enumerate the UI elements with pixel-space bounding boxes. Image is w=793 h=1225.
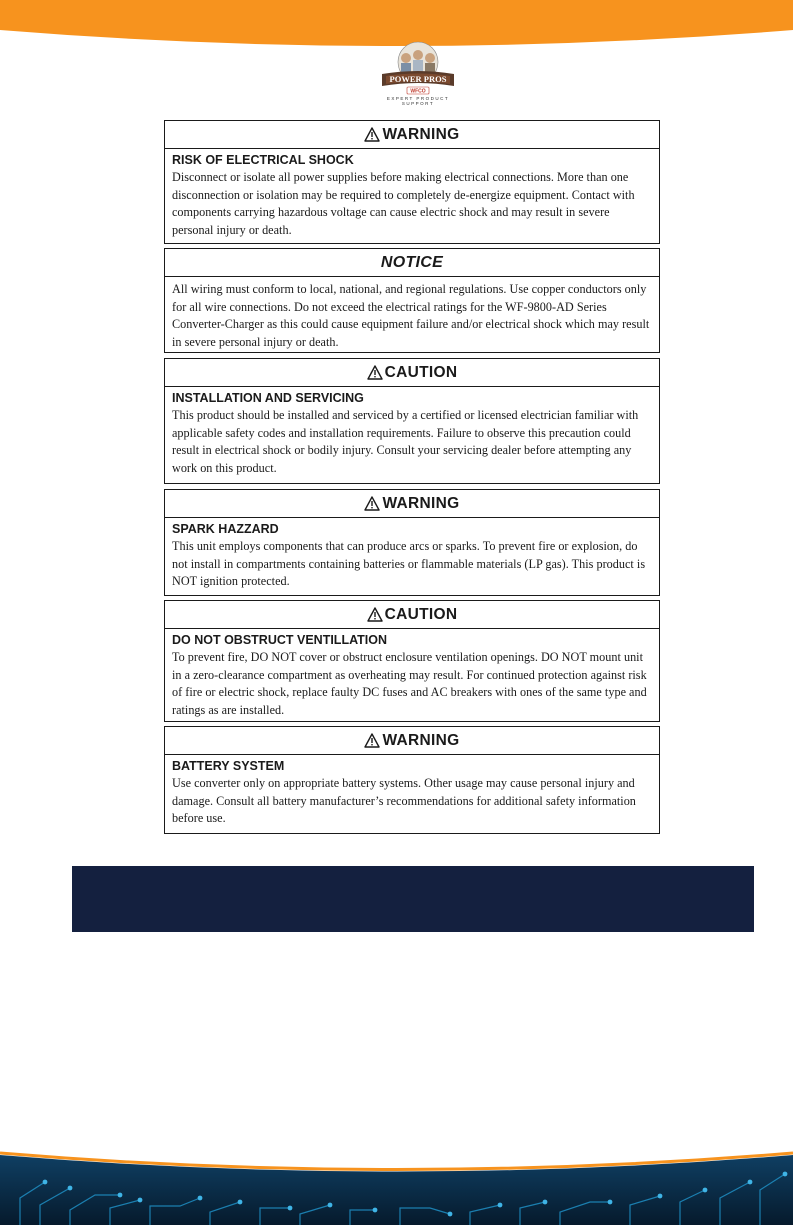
box-body-text: Disconnect or isolate all power supplies before making electrical connections. More than one disconnection or isolation may be required to completely de-energize equipment. Contact with components carrying hazardous voltage can cause electric shock and may result in severe personal injury or death. xyxy=(172,170,635,237)
box-heading xyxy=(165,601,659,629)
box-subheading: RISK OF ELECTRICAL SHOCK xyxy=(172,153,354,167)
box-subheading: SPARK HAZZARD xyxy=(172,522,279,536)
box-heading-label: WARNING xyxy=(382,731,460,749)
navy-footer-band xyxy=(72,866,754,932)
warning-box-battery-system xyxy=(164,726,660,834)
warning-triangle-icon xyxy=(364,733,380,748)
warning-box-electrical-shock xyxy=(164,120,660,244)
warning-box-spark-hazard xyxy=(164,489,660,596)
box-heading xyxy=(165,490,659,518)
caution-box-installation xyxy=(164,358,660,484)
logo-wordmark: POWER PROS xyxy=(389,74,447,84)
box-body-text: Use converter only on appropriate battery systems. Other usage may cause personal injury and damage. Consult all battery manufacturer’s recommendations for additional safety information before use. xyxy=(172,776,636,826)
logo-tagline: EXPERT PRODUCT SUPPORT xyxy=(386,96,450,106)
box-heading-label: WARNING xyxy=(382,494,460,512)
box-subheading: BATTERY SYSTEM xyxy=(172,759,285,773)
warning-triangle-icon xyxy=(364,127,380,142)
box-heading xyxy=(165,121,659,149)
box-subheading: DO NOT OBSTRUCT VENTILLATION xyxy=(172,633,388,647)
box-heading-label: CAUTION xyxy=(384,605,458,623)
box-body-text: To prevent fire, DO NOT cover or obstruct enclosure ventilation openings. DO NOT mount unit in a zero-clearance compartment as overheating may result. For continued protection against risk of fire or electric shock, replace faulty DC fuses and AC breakers with ones of the same type and ratings as are installed. xyxy=(172,650,647,717)
box-heading-label: CAUTION xyxy=(384,363,458,381)
warning-triangle-icon xyxy=(367,607,383,622)
warning-triangle-icon xyxy=(364,496,380,511)
box-heading xyxy=(165,249,659,277)
box-heading xyxy=(165,727,659,755)
circuit-board-footer-art xyxy=(0,1150,793,1225)
box-heading-label: NOTICE xyxy=(380,253,444,271)
box-heading xyxy=(165,359,659,387)
box-subheading: INSTALLATION AND SERVICING xyxy=(172,391,364,405)
box-body-text: This product should be installed and serviced by a certified or licensed electrician familiar with applicable safety codes and installation requirements. Failure to observe this precaution could result in electrical shock or bodily injury. Consult your servicing dealer before attempting any work on this product. xyxy=(172,408,639,475)
box-body-text: This unit employs components that can produce arcs or sparks. To prevent fire or explosion, do not install in compartments containing batteries or flammable materials (LP gas). This product is NOT ignition protected. xyxy=(172,539,646,589)
notice-box-wiring xyxy=(164,248,660,353)
caution-box-ventilation xyxy=(164,600,660,722)
box-heading-label: WARNING xyxy=(382,125,460,143)
warning-triangle-icon xyxy=(367,365,383,380)
box-body-text: All wiring must conform to local, national, and regional regulations. Use copper conductors only for all wire connections. Do not exceed the electrical ratings for the WF-9800-AD Series Converter-Charger as this could cause equipment failure and/or electrical shock which may result in severe personal injury or death. xyxy=(172,282,650,349)
logo-brand-mark: WFCO xyxy=(410,88,426,95)
